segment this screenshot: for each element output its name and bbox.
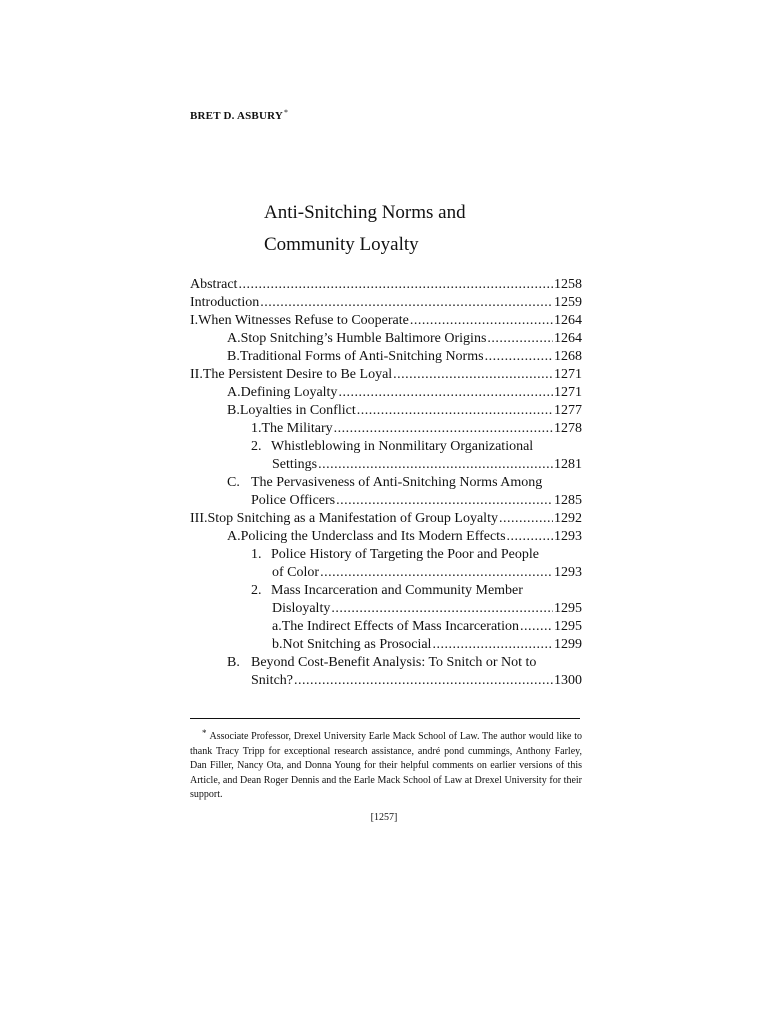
table-of-contents [190,276,582,690]
toc-entry-text: Snitch? [251,673,293,688]
toc-entry-text: Stop Snitching’s Humble Baltimore Origins [240,331,487,346]
toc-entry-number: B. [227,349,240,364]
toc-page-number: 1271 [554,385,582,400]
toc-entry-text: The Indirect Effects of Mass Incarceration [281,619,519,634]
title-line-1: Anti-Snitching Norms and [264,202,466,223]
toc-page-number: 1268 [554,349,582,364]
toc-entry-number: I. [190,313,199,328]
toc-entry-number: A. [227,529,241,544]
toc-entry-text: Defining Loyalty [240,385,338,400]
footnote [190,726,582,803]
toc-entry-number: III. [190,511,208,526]
toc-page-number: 1299 [554,637,582,652]
toc-entry-number: A. [227,385,241,400]
toc-page-number: 1295 [554,601,582,616]
toc-entry-3b-cont[interactable] [190,672,582,690]
toc-entry-text: Traditional Forms of Anti-Snitching Norms [239,349,484,364]
toc-entry-number: II. [190,367,203,382]
toc-entry-3a2b[interactable] [190,636,582,654]
toc-entry-part-2[interactable] [190,366,582,384]
toc-entry-text: Beyond Cost-Benefit Analysis: To Snitch or Not to [251,655,537,670]
toc-page-number: 1295 [554,619,582,634]
toc-entry-number: 1. [251,421,262,436]
toc-entry-number: 1. [251,547,262,562]
toc-entry-text: Mass Incarceration and Community Member [271,583,523,598]
toc-entry-1b[interactable] [190,348,582,366]
toc-entry-introduction[interactable] [190,294,582,312]
toc-page-number: 1293 [554,565,582,580]
toc-page-number: 1293 [554,529,582,544]
toc-entry-text: Stop Snitching as a Manifestation of Group Loyalty [207,511,498,526]
toc-entry-abstract[interactable] [190,276,582,294]
toc-entry-number: B. [227,655,240,670]
toc-entry-number: B. [227,403,240,418]
footnote-mark: * [202,728,207,738]
footnote-divider [190,718,580,719]
toc-page-number: 1264 [554,331,582,346]
toc-entry-part-1[interactable] [190,312,582,330]
toc-entry-text: The Military [261,421,333,436]
toc-page-number: 1264 [554,313,582,328]
toc-entry-3a1-cont[interactable] [190,564,582,582]
toc-entry-3a1[interactable] [190,546,582,564]
toc-page-number: 1277 [554,403,582,418]
toc-entry-text: Abstract [190,277,238,292]
toc-entry-2b[interactable] [190,402,582,420]
toc-page-number: 1292 [554,511,582,526]
toc-page-number: 1278 [554,421,582,436]
article-title [264,197,466,261]
toc-entry-1a[interactable] [190,330,582,348]
toc-entry-3b[interactable] [190,654,582,672]
toc-entry-number: b. [272,637,283,652]
toc-entry-text: Police History of Targeting the Poor and People [271,547,539,562]
toc-page-number: 1271 [554,367,582,382]
toc-entry-number: a. [272,619,282,634]
toc-entry-2b2[interactable] [190,438,582,456]
toc-entry-3a2[interactable] [190,582,582,600]
author-name-text: BRET D. ASBURY [190,110,283,122]
toc-entry-text: Whistleblowing in Nonmilitary Organizational [271,439,534,454]
toc-entry-text: Introduction [190,295,260,310]
toc-entry-3a2a[interactable] [190,618,582,636]
toc-entry-3a2-cont[interactable] [190,600,582,618]
toc-entry-text: The Persistent Desire to Be Loyal [202,367,393,382]
toc-entry-text: Police Officers [251,493,336,508]
toc-page-number: 1281 [554,457,582,472]
toc-page-number: 1285 [554,493,582,508]
toc-entry-text: Policing the Underclass and Its Modern Effects [240,529,506,544]
toc-entry-number: 2. [251,583,262,598]
footnote-text: Associate Professor, Drexel University Earle Mack School of Law. The author would like to thank Tracy Tripp for exceptional research assistance, andré pond cummings, Anthony Farley, Dan Filler, Nancy Ota, and Donna Young for their helpful comments on earlier versions of this Article, and Dean Roger Dennis and the Earle Mack School of Law at Drexel University for their support. [190,731,582,800]
toc-entry-text: of Color [272,565,320,580]
page-number: [1257] [370,812,398,823]
toc-entry-text: Not Snitching as Prosocial [282,637,432,652]
toc-page-number: 1259 [554,295,582,310]
toc-entry-part-3[interactable] [190,510,582,528]
toc-entry-2b2-cont[interactable] [190,456,582,474]
toc-entry-number: 2. [251,439,262,454]
toc-entry-text: Disloyalty [272,601,331,616]
toc-page-number: 1258 [554,277,582,292]
toc-entry-2c-cont[interactable] [190,492,582,510]
toc-entry-text: When Witnesses Refuse to Cooperate [198,313,409,328]
toc-entry-3a[interactable] [190,528,582,546]
toc-entry-text: Settings [272,457,318,472]
toc-entry-2a[interactable] [190,384,582,402]
toc-entry-number: A. [227,331,241,346]
toc-entry-2c[interactable] [190,474,582,492]
toc-page-number: 1300 [554,673,582,688]
toc-entry-text: Loyalties in Conflict [239,403,356,418]
title-line-2: Community Loyalty [264,234,419,255]
author-name [190,108,288,122]
toc-entry-text: The Pervasiveness of Anti-Snitching Norms Among [251,475,543,490]
toc-entry-2b1[interactable] [190,420,582,438]
toc-entry-number: C. [227,475,240,490]
author-footnote-mark[interactable]: * [284,108,289,117]
